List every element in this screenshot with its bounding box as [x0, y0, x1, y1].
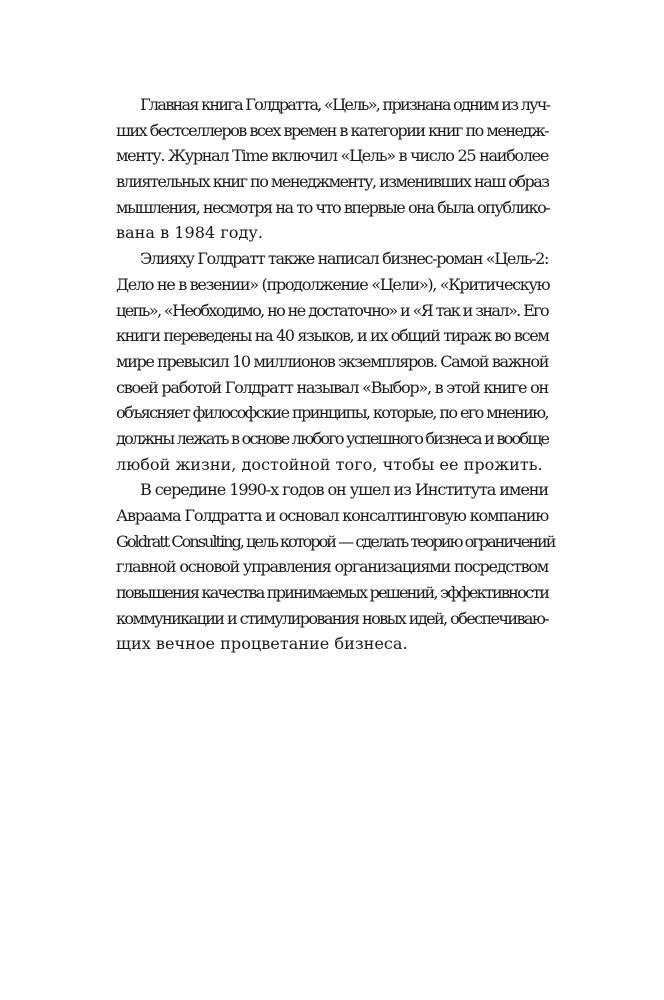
text-line: коммуникации и стимулирования новых идей, обеспечиваю-	[116, 608, 548, 628]
text-line: Goldratt Consulting, цель которой — сделать теорию ограничений	[116, 531, 555, 551]
paragraph-2	[116, 246, 548, 477]
text-line: мышления, несмотря на то что впервые она была опублико-	[116, 197, 550, 217]
text-line: мире превысил 10 миллионов экземпляров. Самой важной	[116, 351, 549, 371]
text-line: вана в 1984 году.	[116, 223, 263, 243]
paragraph-1	[116, 92, 548, 246]
body-text	[116, 92, 555, 657]
text-line: главной основой управления организациями посредством	[116, 557, 548, 577]
text-line: цепь», «Необходимо, но не достаточно» и «Я так и знал». Его	[116, 300, 548, 320]
text-line: щих вечное процветание бизнеса.	[116, 634, 408, 654]
text-line: Главная книга Голдратта, «Цель», признана одним из луч-	[140, 95, 550, 114]
text-line: повышения качества принимаемых решений, эффективности	[116, 583, 549, 603]
text-line: Элияху Голдратт также написал бизнес-роман «Цель-2:	[140, 249, 549, 269]
text-line: объясняет философские принципы, которые, по его мнению,	[116, 403, 548, 423]
paragraph-3	[116, 477, 555, 657]
text-line: ших бестселлеров всех времен в категории книг по менедж-	[116, 120, 548, 140]
text-line: любой жизни, достойной того, чтобы ее прожить.	[116, 454, 543, 474]
text-line: менту. Журнал Time включил «Цель» в число 25 наиболее	[116, 146, 548, 166]
text-line: должны лежать в основе любого успешного бизнеса и вообще	[116, 428, 549, 448]
text-line: В середине 1990-х годов он ушел из Института имени	[140, 480, 548, 500]
text-line: Дело не в везении» (продолжение «Цели»), «Критическую	[116, 274, 550, 294]
text-line: книги переведены на 40 языков, и их общий тираж во всем	[116, 326, 549, 346]
text-line: Авраама Голдратта и основал консалтинговую компанию	[116, 506, 549, 525]
text-line: влиятельных книг по менеджменту, изменивших наш образ	[116, 172, 549, 192]
text-line: своей работой Голдратт называл «Выбор», в этой книге он	[116, 377, 548, 397]
